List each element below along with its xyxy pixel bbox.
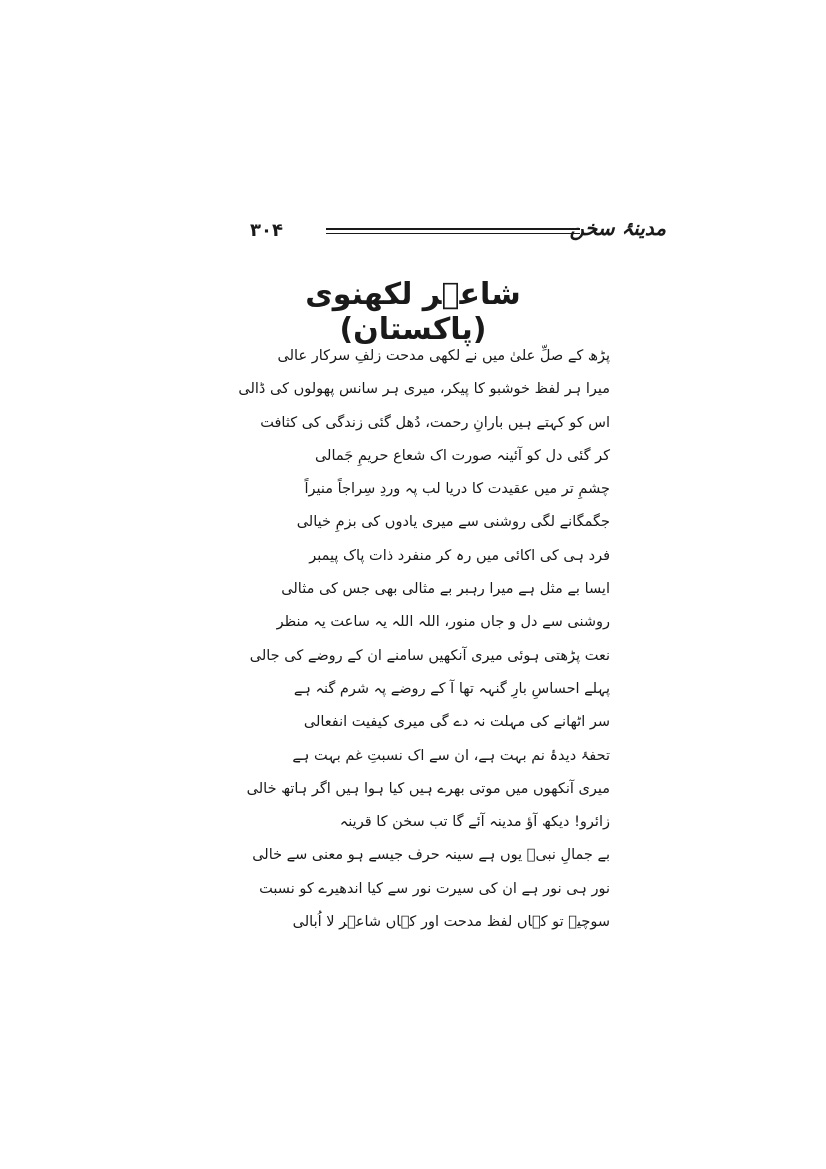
poem-title: شاعؔر لکھنوی (پاکستان) xyxy=(305,277,521,347)
couplet xyxy=(250,806,610,873)
couplet xyxy=(246,740,610,807)
poem-body xyxy=(238,340,610,939)
verse-line: نور ہی نور ہے ان کی سیرت نور سے کیا اندھیرے کو نسبت xyxy=(259,880,610,897)
verse-line: سوچیے تو کہاں لفظ مدحت اور کہاں شاعؔر لا اُبالی xyxy=(292,914,610,931)
verse-line: تحفۂ دیدۂ نم بہت ہے، ان سے اک نسبتِ غم بہت ہے xyxy=(292,747,610,764)
page-number: ۳۰۴ xyxy=(250,220,283,241)
verse-line: میرا ہر لفظ خوشبو کا پیکر، میری ہر سانس پھولوں کی ڈالی xyxy=(238,381,610,398)
couplet xyxy=(250,540,610,607)
running-title: مدینۂ سخن xyxy=(569,216,666,240)
verse-line: چشمِ تر میں عقیدت کا دریا لب پہ وردِ سِراجاً منیراً xyxy=(304,481,610,498)
couplet xyxy=(250,473,610,540)
couplet xyxy=(250,407,610,474)
verse-line: اس کو کہتے ہیں بارانِ رحمت، دُھل گئی زندگی کی کثافت xyxy=(260,414,610,431)
page-header xyxy=(250,216,666,256)
verse-line: پڑھ کے صلِّ علیٰ میں نے لکھی مدحت زلفِ سرکار عالی xyxy=(277,348,610,364)
verse-line: نعت پڑھتی ہوئی میری آنکھیں سامنے ان کے روضے کی جالی xyxy=(249,647,610,664)
verse-line: فرد ہی کی اکائی میں رہ کر منفرد ذات پاک پیمبر xyxy=(309,547,610,564)
couplet xyxy=(250,873,610,940)
couplet xyxy=(250,606,610,673)
verse-line: میری آنکھوں میں موتی بھرے ہیں کیا ہوا ہیں اگر ہاتھ خالی xyxy=(246,780,610,797)
verse-line: سر اٹھانے کی مہلت نہ دے گی میری کیفیت انفعالی xyxy=(303,714,610,731)
couplet xyxy=(250,673,610,740)
verse-line: کر گئی دل کو آئینہ صورت اک شعاع حریمِ جَمالی xyxy=(314,447,610,464)
header-rule xyxy=(326,228,580,230)
verse-line: ایسا بے مثل ہے میرا رہبر بے مثالی بھی جس کی مثالی xyxy=(281,581,610,598)
verse-line: جگمگانے لگی روشنی سے میری یادوں کی بزمِ خیالی xyxy=(296,514,610,531)
verse-line: روشنی سے دل و جاں منور، اللہ اللہ یہ ساعت یہ منظر xyxy=(276,614,610,631)
verse-line: پہلے احساسِ بارِ گنہہ تھا آ کے روضے پہ شرم گنہ ہے xyxy=(293,680,610,697)
verse-line: زائرو! دیکھ آؤ مدینہ آئے گا تب سخن کا قرینہ xyxy=(339,814,610,831)
couplet xyxy=(238,340,610,407)
header-rule-thin xyxy=(326,233,580,234)
verse-line: بے جمالِ نبیؐ یوں ہے سینہ حرف جیسے ہو معنی سے خالی xyxy=(252,847,610,864)
